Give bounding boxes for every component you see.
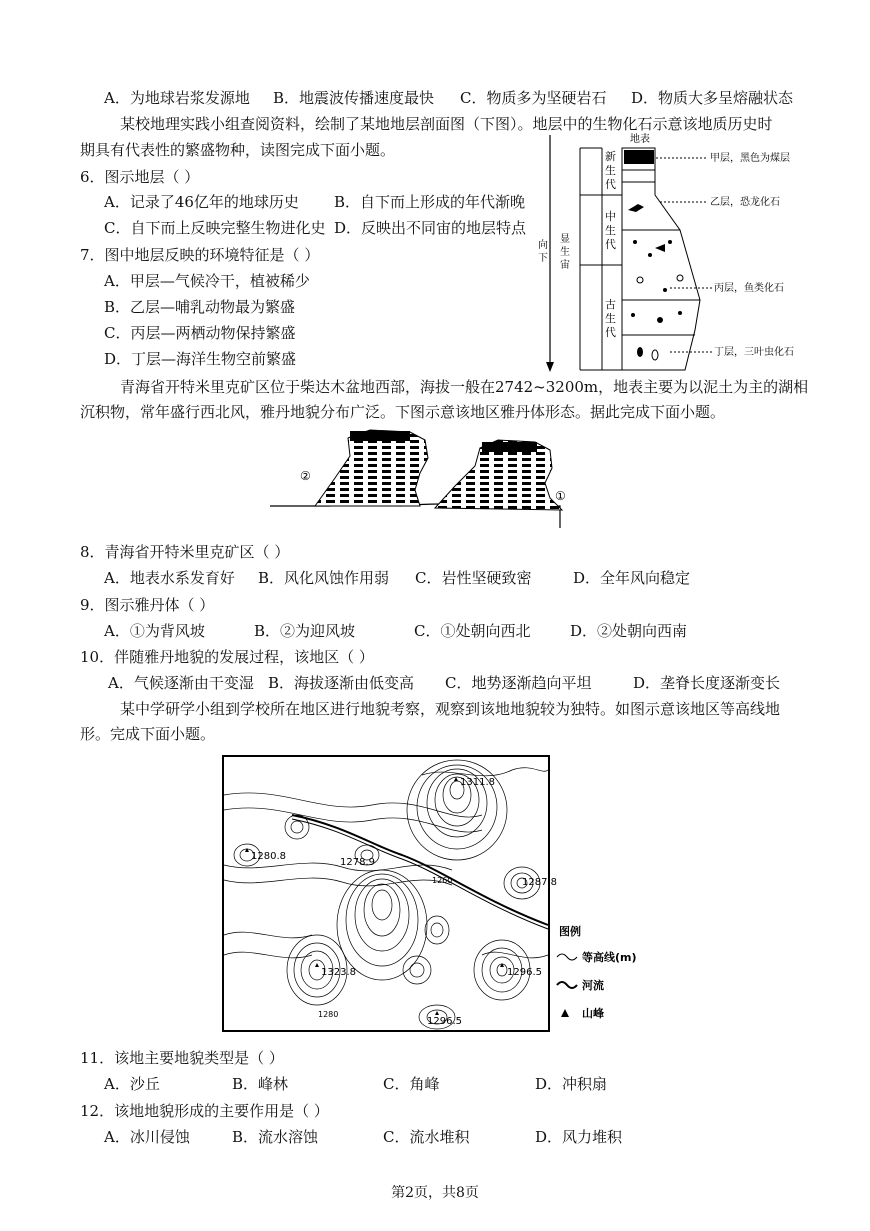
contour-map-figure <box>222 755 652 1033</box>
yardang-mark-1: ① <box>555 489 566 503</box>
q5-option-a: A．为地球岩浆发源地 <box>104 89 250 107</box>
peak-label-1280: 1280.8 <box>251 851 286 862</box>
q8-option-b: B．风化风蚀作用弱 <box>258 569 390 587</box>
q9-option-d: D．②处朝向西南 <box>570 622 688 640</box>
q11-option-b: B．峰林 <box>232 1075 289 1093</box>
q7-stem: 7．图中地层反映的环境特征是（ ） <box>80 246 320 264</box>
layer-jia-label: 甲层，黑色为煤层 <box>710 153 790 164</box>
q9-option-b: B．②为迎风坡 <box>254 622 356 640</box>
page-footer: 第2页，共8页 <box>391 1185 479 1201</box>
era-paleozoic: 古生代 <box>605 298 616 339</box>
q11-stem: 11．该地主要地貌类型是（ ） <box>80 1049 284 1067</box>
peak-label-1311: 1311.8 <box>460 777 495 788</box>
coal-layer <box>624 150 654 164</box>
q10-stem: 10．伴随雅丹地貌的发展过程，该地区（ ） <box>80 648 374 666</box>
layer-yi-label: 乙层，恐龙化石 <box>710 197 780 208</box>
peak-label-1323: 1323.8 <box>321 967 356 978</box>
q12-stem: 12．该地地貌形成的主要作用是（ ） <box>80 1102 329 1120</box>
q5-option-b: B．地震波传播速度最快 <box>273 89 435 107</box>
q6-option-a: A．记录了46亿年的地球历史 <box>104 193 299 211</box>
q11-option-a: A．沙丘 <box>104 1075 160 1093</box>
strata-intro-line1: 某校地理实践小组查阅资料，绘制了某地地层剖面图（下图）。地层中的生物化石示意该地质历史时 <box>120 115 773 133</box>
q12-option-c: C．流水堆积 <box>383 1128 470 1146</box>
q7-option-b: B．乙层—哺乳动物最为繁盛 <box>104 298 296 316</box>
down-char-2: 下 <box>538 253 548 264</box>
peak-label-1296-bottom: 1296.5 <box>427 1016 462 1027</box>
q11-option-d: D．冲积扇 <box>535 1075 608 1093</box>
contour-label-1280: 1280 <box>318 1010 339 1019</box>
q12-option-b: B．流水溶蚀 <box>232 1128 319 1146</box>
q9-option-a: A．①为背风坡 <box>104 622 205 640</box>
contour-intro-line1: 某中学研学小组到学校所在地区进行地貌考察，观察到该地地貌较为独特。如图示意该地区等高线地 <box>120 700 781 718</box>
q8-option-c: C．岩性坚硬致密 <box>415 569 532 587</box>
q7-option-d: D．丁层—海洋生物空前繁盛 <box>104 350 297 368</box>
q6-stem: 6．图示地层（ ） <box>80 168 200 186</box>
legend-river: 河流 <box>582 979 604 992</box>
q10-option-c: C．地势逐渐趋向平坦 <box>445 674 592 692</box>
q12-option-a: A．冰川侵蚀 <box>104 1128 190 1146</box>
q6-option-c: C．自下而上反映完整生物进化史 <box>104 219 326 237</box>
yardang-svg <box>270 428 605 528</box>
q8-option-a: A．地表水系发育好 <box>104 569 235 587</box>
era-cenozoic: 新生代 <box>605 150 616 191</box>
q12-option-d: D．风力堆积 <box>535 1128 623 1146</box>
down-label <box>538 238 551 264</box>
yardang-intro-line1: 青海省开特米里克矿区位于柴达木盆地西部，海拔一般在2742~3200m，地表主要为以泥土为主的湖相 <box>120 378 809 396</box>
yardang-mark-2: ② <box>300 469 311 483</box>
contour-map-svg <box>222 755 652 1033</box>
era-mesozoic: 中生代 <box>605 210 616 251</box>
legend-peak-icon <box>561 1009 569 1017</box>
peak-label-1296-right: 1296.5 <box>507 967 542 978</box>
q10-option-d: D．垄脊长度逐渐变长 <box>633 674 781 692</box>
down-char-1: 向 <box>538 240 548 251</box>
map-frame <box>223 756 549 1031</box>
q11-option-c: C．角峰 <box>383 1075 440 1093</box>
peak-label-1287: 1287.8 <box>522 877 557 888</box>
layer-ding-label: 丁层，三叶虫化石 <box>714 347 794 358</box>
q5-option-c: C．物质多为坚硬岩石 <box>460 89 607 107</box>
q7-option-a: A．甲层—气候冷干，植被稀少 <box>104 272 310 290</box>
q8-stem: 8．青海省开特米里克矿区（ ） <box>80 543 290 561</box>
q9-stem: 9．图示雅丹体（ ） <box>80 596 215 614</box>
peak-label-1278: 1278.9 <box>340 857 375 868</box>
q10-option-b: B．海拔逐渐由低变高 <box>268 674 415 692</box>
q5-option-d: D．物质大多呈熔融状态 <box>631 89 794 107</box>
legend-peak: 山峰 <box>582 1007 604 1020</box>
layer-bing-label: 丙层，鱼类化石 <box>714 283 784 294</box>
q7-option-c: C．丙层—两栖动物保持繁盛 <box>104 324 296 342</box>
yardang-intro-line2: 沉积物，常年盛行西北风，雅丹地貌分布广泛。下图示意该地区雅丹体形态。据此完成下面小题。 <box>80 403 726 421</box>
contour-intro-line2: 形。完成下面小题。 <box>80 725 216 743</box>
strata-intro-line2: 期具有代表性的繁盛物种，读图完成下面小题。 <box>80 141 396 159</box>
q6-option-b: B．自下而上形成的年代渐晚 <box>334 193 526 211</box>
q10-option-a: A．气候逐渐由干变湿 <box>108 674 254 692</box>
surface-label: 地表 <box>630 134 650 145</box>
contour-label-1260: 1260 <box>432 876 453 885</box>
q8-option-d: D．全年风向稳定 <box>573 569 691 587</box>
strata-cross-section-figure <box>530 130 830 375</box>
strata-svg <box>530 130 830 375</box>
legend-contour: 等高线(m) <box>582 951 637 964</box>
eon-label: 显生宙 <box>560 234 570 271</box>
map-legend <box>557 924 637 1020</box>
legend-title: 图例 <box>559 925 581 938</box>
q6-option-d: D．反映出不同宙的地层特点 <box>334 219 527 237</box>
yardang-figure <box>270 428 605 528</box>
q9-option-c: C．①处朝向西北 <box>414 622 531 640</box>
